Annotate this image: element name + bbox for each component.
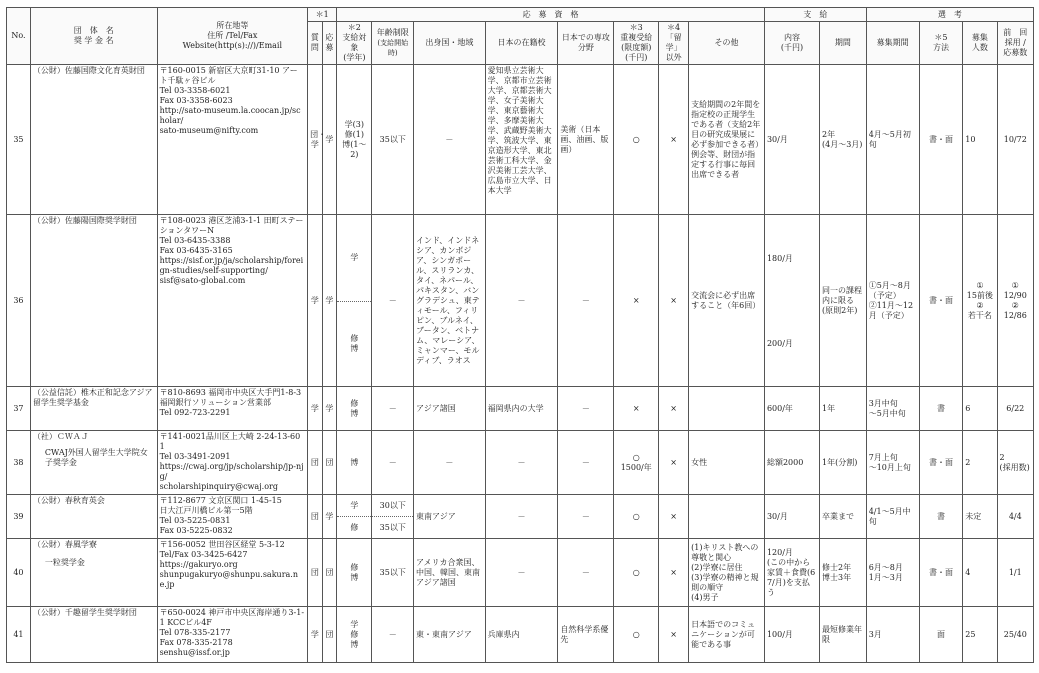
num-cell: 10 xyxy=(963,65,997,215)
header-inquiry: 質問 xyxy=(308,22,323,65)
major-cell: 自然科学系優先 xyxy=(558,607,614,663)
apply-cell: 学 xyxy=(322,387,337,431)
header-origin: 出身国・地域 xyxy=(414,22,486,65)
visa-cell: × xyxy=(659,215,689,387)
school-cell: － xyxy=(485,539,558,607)
header-major: 日本での専攻分野 xyxy=(558,22,614,65)
header-dup xyxy=(614,22,659,65)
period-cell: 2年 (4月〜3月) xyxy=(819,65,866,215)
prev-cell: 2 (採用数) xyxy=(997,431,1033,495)
age-cell: 35以下 xyxy=(372,539,414,607)
header-school: 日本の在籍校 xyxy=(485,22,558,65)
header-address xyxy=(157,8,308,65)
header-payment: 支 給 xyxy=(764,8,866,22)
table-row xyxy=(7,215,1034,387)
dup-cell: ○ xyxy=(614,65,659,215)
row-no: 38 xyxy=(7,431,31,495)
target-cell: 修 博 xyxy=(337,539,372,607)
table-row xyxy=(7,539,1034,607)
age-cell: 35以下 xyxy=(372,65,414,215)
school-cell: 福岡県内の大学 xyxy=(485,387,558,431)
origin-cell: アメリカ合衆国、中国、韓国、東南アジア諸国 xyxy=(414,539,486,607)
scholarship-name: 一粒奨学金 xyxy=(44,558,85,567)
visa-cell: × xyxy=(659,607,689,663)
target-cell: 修 博 xyxy=(337,387,372,431)
content-cell: 30/月 xyxy=(764,495,819,539)
target-cell: 博 xyxy=(337,431,372,495)
num-cell: 6 xyxy=(963,387,997,431)
num-cell: 4 xyxy=(963,539,997,607)
row-no: 37 xyxy=(7,387,31,431)
header-dup-sub: (限度額) xyxy=(621,43,652,52)
header-apply: 応募 xyxy=(322,22,337,65)
header-target xyxy=(337,22,372,65)
period-cell: 1年(分割) xyxy=(819,431,866,495)
org-name-cell xyxy=(30,431,157,495)
origin-cell: － xyxy=(414,65,486,215)
org-address: 〒156-0052 世田谷区経堂 5-3-12 Tel/Fax 03-3425-6427 https://gakuryo.org shunpugakuryo@shunpu.sakura.ne.jp xyxy=(157,539,308,607)
header-prev-l3: 応募数 xyxy=(1003,48,1028,57)
age-cell: － xyxy=(372,607,414,663)
visa-cell: × xyxy=(659,495,689,539)
period-cell: 1年 xyxy=(819,387,866,431)
other-cell xyxy=(689,495,765,539)
origin-cell: 東南アジア xyxy=(414,495,486,539)
header-recruit-period: 募集期間 xyxy=(866,22,919,65)
org-name-cell xyxy=(30,539,157,607)
other-cell: 支給期間の2年間を指定校の正規学生である者（支給2年目の研究成果展に必ず参加できる者）例会等、財団が指定する行事に毎回出席できる者 xyxy=(689,65,765,215)
content-cell: 30/月 xyxy=(764,65,819,215)
inquiry-cell: 学 xyxy=(308,387,323,431)
target-b: 修 博 xyxy=(337,301,371,386)
content-b: 200/月 xyxy=(766,338,793,348)
inquiry-cell: 団・学 xyxy=(308,65,323,215)
org-name: （公財）佐藤国際文化育英財団 xyxy=(30,65,157,215)
age-a: 30以下 xyxy=(379,500,406,510)
recruit-period-cell: 4月〜5月初旬 xyxy=(866,65,919,215)
content-cell xyxy=(764,215,819,387)
row-no: 36 xyxy=(7,215,31,387)
header-org-name: 団 体 名 xyxy=(73,26,114,35)
method-cell: 書 xyxy=(919,387,963,431)
org-name: （公財）佐藤陽国際奨学財団 xyxy=(30,215,157,387)
header-target-label: 支給対象 xyxy=(342,33,367,52)
period-cell: 同一の課程内に限る (原則2年) xyxy=(819,215,866,387)
major-cell: － xyxy=(558,387,614,431)
other-cell xyxy=(689,387,765,431)
method-cell: 書・面 xyxy=(919,65,963,215)
method-cell: 書・面 xyxy=(919,215,963,387)
header-content-label: 内容 xyxy=(783,33,800,42)
header-target-mark: ＊2 xyxy=(347,23,361,32)
visa-cell: × xyxy=(659,431,689,495)
school-cell: 兵庫県内 xyxy=(485,607,558,663)
content-cell: 120/月 (この中から家賃＋食費(67/月)を支払う xyxy=(764,539,819,607)
origin-cell: インド、インドネシア、カンボジア、シンガポール、スリランカ、タイ、ネパール、パキスタン、バングラデシュ、東ティモール、フィリピン、ブルネイ、ブータン、ベトナム、マレーシア、ミャンマー、モルディブ、ラオス xyxy=(414,215,486,387)
header-no: No. xyxy=(7,8,31,65)
org-name: （公益信託）椎木正和記念アジア留学生奨学基金 xyxy=(30,387,157,431)
header-age xyxy=(372,22,414,65)
school-cell: － xyxy=(485,495,558,539)
dup-cell: × xyxy=(614,215,659,387)
origin-cell: － xyxy=(414,431,486,495)
scholarship-name: CWAJ外国人留学生大学院女子奨学金 xyxy=(44,448,148,467)
header-prev-l2: 採用 / xyxy=(1004,38,1026,47)
header-content xyxy=(764,22,819,65)
prev-cell: 25/40 xyxy=(997,607,1033,663)
prev-cell: 10/72 xyxy=(997,65,1033,215)
header-dup-unit: (千円) xyxy=(625,53,648,62)
header-org xyxy=(30,8,157,65)
age-cell: － xyxy=(372,387,414,431)
apply-cell: 学 xyxy=(322,65,337,215)
visa-cell: × xyxy=(659,387,689,431)
org-name: （社）ＣＷＡＪ xyxy=(32,432,89,441)
prev-cell: 6/22 xyxy=(997,387,1033,431)
header-num-l1: 募集 xyxy=(971,33,988,42)
other-cell: 日本語でのコミュニケーションが可能である事 xyxy=(689,607,765,663)
apply-cell: 学 xyxy=(322,215,337,387)
inquiry-cell: 団 xyxy=(308,539,323,607)
recruit-period-cell: 7月上旬 〜10月上旬 xyxy=(866,431,919,495)
apply-cell: 団 xyxy=(322,607,337,663)
scholarship-table xyxy=(6,7,1034,663)
org-name: （公財）春風学寮 xyxy=(32,540,97,549)
method-cell: 書・面 xyxy=(919,431,963,495)
recruit-period-cell: 3月 xyxy=(866,607,919,663)
age-b: 35以下 xyxy=(372,516,413,538)
row-no: 35 xyxy=(7,65,31,215)
period-cell: 修士2年 博士3年 xyxy=(819,539,866,607)
num-cell: 未定 xyxy=(963,495,997,539)
school-cell: － xyxy=(485,431,558,495)
method-cell: 面 xyxy=(919,607,963,663)
major-cell: － xyxy=(558,215,614,387)
major-cell: － xyxy=(558,431,614,495)
org-address: 〒108-0023 港区芝浦3-1-1 田町ステーションタワーN Tel 03-6435-3388 Fax 03-6435-3165 https://sisf.or.jp/ja/scholarship/foreign-studies/self-supporting/ sisf@sato-global.com xyxy=(157,215,308,387)
org-address: 〒650-0024 神戸市中央区海岸通り3-1-1 KCCビル4F Tel 078-335-2177 Fax 078-335-2178 senshu@issf.or.jp xyxy=(157,607,308,663)
prev-cell: ① 12/90 ② 12/86 xyxy=(997,215,1033,387)
header-scholarship-name: 奨 学 金 名 xyxy=(73,36,114,45)
dup-cell: ○ 1500/年 xyxy=(614,431,659,495)
table-row xyxy=(7,65,1034,215)
header-method xyxy=(919,22,963,65)
major-cell: － xyxy=(558,539,614,607)
origin-cell: アジア諸国 xyxy=(414,387,486,431)
header-eligibility: 応 募 資 格 xyxy=(337,8,765,22)
org-address: 〒141-0021品川区上大崎 2-24-13-601 Tel 03-3491-2091 https://cwaj.org/jp/scholarship/jp-njg/ scholarshipinquiry@cwaj.org xyxy=(157,431,308,495)
apply-cell: 学 xyxy=(322,495,337,539)
inquiry-cell: 学 xyxy=(308,607,323,663)
header-row-top xyxy=(7,8,1034,22)
header-age-label: 年齢制限 xyxy=(376,28,409,37)
header-star1: ＊1 xyxy=(308,8,337,22)
header-method-mark: ＊5 xyxy=(934,33,948,42)
header-dup-mark: ＊3 xyxy=(629,23,643,32)
method-cell: 書・面 xyxy=(919,539,963,607)
inquiry-cell: 団 xyxy=(308,431,323,495)
header-dup-label: 重複受給 xyxy=(620,33,653,42)
row-no: 39 xyxy=(7,495,31,539)
method-cell: 書 xyxy=(919,495,963,539)
header-content-unit: (千円) xyxy=(780,43,804,52)
header-target-sub: (学年) xyxy=(343,53,366,62)
prev-cell: 4/4 xyxy=(997,495,1033,539)
age-cell: － xyxy=(372,431,414,495)
origin-cell: 東・東南アジア xyxy=(414,607,486,663)
other-cell: 女性 xyxy=(689,431,765,495)
target-b: 修 xyxy=(337,516,371,538)
period-cell: 最短修業年限 xyxy=(819,607,866,663)
prev-cell: 1/1 xyxy=(997,539,1033,607)
apply-cell: 団 xyxy=(322,431,337,495)
target-cell: 学(3) 修(1) 博(1〜2) xyxy=(337,65,372,215)
target-cell xyxy=(337,495,372,539)
header-age-sub: (支給開始時) xyxy=(377,39,409,57)
row-no: 41 xyxy=(7,607,31,663)
age-cell: － xyxy=(372,215,414,387)
period-cell: 卒業まで xyxy=(819,495,866,539)
major-cell: － xyxy=(558,495,614,539)
header-num-l2: 人数 xyxy=(971,43,988,52)
org-address: 〒810-8693 福岡市中央区大手門1-8-3 福岡銀行ソリューション営業部 Tel 092-723-2291 xyxy=(157,387,308,431)
age-cell xyxy=(372,495,414,539)
org-address: 〒160-0015 新宿区大京町31-10 アート千駄ヶ谷ビル Tel 03-3358-6021 Fax 03-3358-6023 http://sato-museum.la.coocan.jp/scholar/ sato-museum@nifty.com xyxy=(157,65,308,215)
table-row xyxy=(7,387,1034,431)
other-cell: (1)キリスト教への尊敬と関心 (2)学寮に居住 (3)学寮の精神と規則の順守 (4)男子 xyxy=(689,539,765,607)
header-prev-l1: 前 回 xyxy=(1003,28,1028,37)
recruit-period-cell: 4/1〜5月中旬 xyxy=(866,495,919,539)
table-row xyxy=(7,495,1034,539)
other-cell: 交流会に必ず出席すること（年6回） xyxy=(689,215,765,387)
content-cell: 600/年 xyxy=(764,387,819,431)
num-cell: ① 15前後 ② 若干名 xyxy=(963,215,997,387)
header-address-l2: 住所 /Tel/Fax xyxy=(207,31,258,40)
header-visa-sub: 以外 xyxy=(665,53,682,62)
header-address-l1: 所在地等 xyxy=(216,21,249,30)
recruit-period-cell: ①5月〜8月（予定） ②11月〜12月（予定） xyxy=(866,215,919,387)
content-cell: 総額2000 xyxy=(764,431,819,495)
apply-cell: 団 xyxy=(322,539,337,607)
org-name: （公財）春秋育英会 xyxy=(30,495,157,539)
header-address-l3: Website(http(s)://)/Email xyxy=(182,41,283,50)
school-cell: － xyxy=(485,215,558,387)
visa-cell: × xyxy=(659,539,689,607)
dup-cell: ○ xyxy=(614,495,659,539)
target-a: 学 xyxy=(350,253,359,262)
dup-cell: × xyxy=(614,387,659,431)
content-a: 180/月 xyxy=(766,253,793,263)
dup-cell: ○ xyxy=(614,607,659,663)
org-address: 〒112-8677 文京区関口 1-45-15 日大江戸川橋ビル第一5階 Tel 03-5225-0831 Fax 03-5225-0832 xyxy=(157,495,308,539)
header-visa xyxy=(659,22,689,65)
header-prev xyxy=(997,22,1033,65)
content-cell: 100/月 xyxy=(764,607,819,663)
recruit-period-cell: 6月〜8月 1月〜3月 xyxy=(866,539,919,607)
target-cell: 学 修 博 xyxy=(337,607,372,663)
major-cell: 美術（日本画、油画、版画） xyxy=(558,65,614,215)
org-name: （公財）千趣留学生奨学財団 xyxy=(30,607,157,663)
visa-cell: × xyxy=(659,65,689,215)
inquiry-cell: 団 xyxy=(308,495,323,539)
num-cell: 25 xyxy=(963,607,997,663)
num-cell: 2 xyxy=(963,431,997,495)
table-row xyxy=(7,431,1034,495)
header-period: 期間 xyxy=(819,22,866,65)
dup-cell: ○ xyxy=(614,539,659,607)
header-visa-mark: ＊4 xyxy=(667,23,681,32)
header-other: その他 xyxy=(689,22,765,65)
row-no: 40 xyxy=(7,539,31,607)
header-method-label: 方法 xyxy=(932,43,949,52)
header-visa-label: 「留学」 xyxy=(665,33,682,52)
recruit-period-cell: 3月中旬 〜5月中旬 xyxy=(866,387,919,431)
target-cell xyxy=(337,215,372,387)
inquiry-cell: 学 xyxy=(308,215,323,387)
target-a: 学 xyxy=(350,500,359,510)
table-row xyxy=(7,607,1034,663)
school-cell: 愛知県立芸術大学、京都市立芸術大学、京都芸術大学、女子美術大学、東京藝術大学、多摩美術大学、武蔵野美術大学、筑波大学、東京造形大学、東北芸術工科大学、金沢美術工芸大学、広島市立大学、日本大学 xyxy=(485,65,558,215)
header-selection: 選 考 xyxy=(866,8,1033,22)
header-num xyxy=(963,22,997,65)
